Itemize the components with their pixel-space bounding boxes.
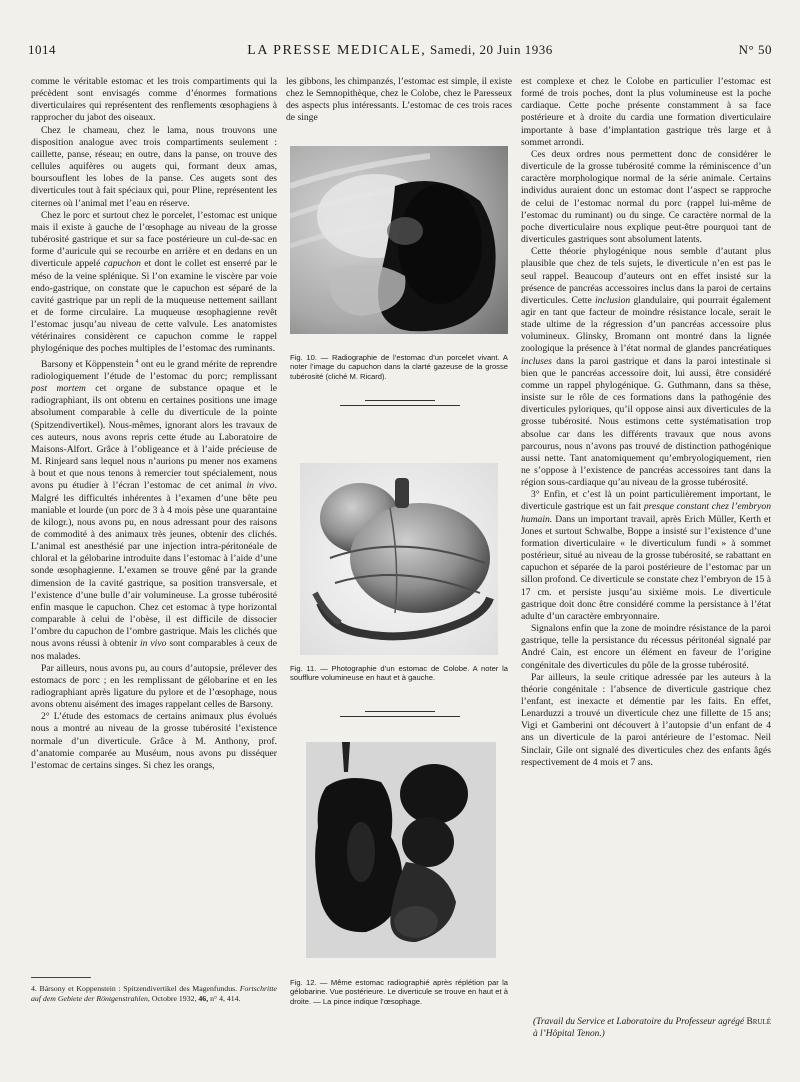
column-middle — [286, 76, 512, 125]
text-run: 3° Enfin, et c’est là un point particulièrement important, le diverticule gastrique est un fait — [521, 489, 771, 513]
paragraph: Par ailleurs, nous avons pu, au cours d’autopsie, prélever des estomacs de porc ; en les remplissant de gélobarine et en les radiographiant après ligature du pylore et de l’œsophage, nous avons obtenu aisément des images rappelant celles de Barsony. — [31, 662, 277, 711]
credit-text: (Travail du Service et Laboratoire du Professeur agrégé — [533, 1017, 745, 1027]
separator-rule — [365, 400, 435, 401]
emphasis: post mortem — [31, 383, 86, 395]
paragraph: Par ailleurs, la seule critique adressée par les auteurs à la théorie congénitale : l’absence de diverticule gastrique chez l’enfant, est inexacte et démentie par les faits. En effet, Lenarduzzi a trouvé un diverticule chez une fillette de 15 ans; Vigi et Gamberini ont découvert à l’autopsie d’un enfant de 4 ans un diverticule de la paroi antérieure de l’estomac. Neil Sinclair, Gile ont signalé des diverticules chez des enfants âgés respectivement de 4 mois et 7 ans. — [521, 671, 771, 768]
credit-name: Brulé — [746, 1017, 771, 1027]
figure-12-radiograph — [306, 742, 496, 958]
text-run: sont comparables à ceux de nos malades. — [31, 638, 277, 662]
paragraph — [31, 356, 277, 663]
footnote — [31, 984, 277, 1004]
text-run: dans la paroi gastrique et dans la paroi intestinale si bien que le pancréas accessoire doit, lui aussi, être considéré comme un rappel phylogénique. G. Guthmann, dans sa thèse, insiste sur le rôle de ces formations dans la pathogénie des diverticules pyloriques, qu’il oppose ainsi aux diverticules de la grosse tubérosité. Nous estimons cette systématisation trop absolue car dans les différents travaux que nous avons parcourus, nous n’avons pas trouvé de distinction pathogénique aussi nette. Tant anatomiquement qu’embryologiquement, rien ne s’oppose à l’existence de pancréas accessoires tant dans la région sous-cardiaque qu’au niveau de la grosse tubérosité. — [521, 355, 771, 489]
separator-rule — [340, 716, 460, 717]
separator-rule — [340, 405, 460, 406]
column-right — [521, 76, 771, 769]
footnote-text: 4. Bársony et Koppenstein : Spitzendivertikel des Magenfundus. — [31, 984, 238, 993]
issue-number: N° 50 — [738, 42, 772, 57]
paragraph: Ces deux ordres nous permettent donc de considérer le diverticule de la grosse tubérosité comme la réminiscence d’un caractère morphologique normal de la série animale. Certains individus auraient donc un estomac dont l’aspect se rapproche de celui de l’estomac normal du porc (rappel lui-même de l’estomac du ruminant) ou du singe. Ce caractère normal de la poche diverticulaire nous explique peut-être pourquoi tant de diverticules gastriques sont absolument latents. — [521, 148, 771, 246]
emphasis: presque constant chez l’embryon humain. — [521, 501, 771, 525]
text-run: Cette théorie phylogénique nous semble d’autant plus plausible que chez de tels sujets, le diverticule n’en est pas le seul rappel. Beaucoup d’auteurs ont en effet insisté sur la présence de pancréas accessoires inclus dans la paroi de certains diverticules. Cette — [521, 246, 771, 306]
credit-text: à l’Hôpital Tenon.) — [533, 1029, 605, 1039]
footnote-text: Octobre 1932, — [151, 994, 197, 1003]
stomach-photo-image — [300, 463, 498, 655]
emphasis: capuchon — [103, 258, 141, 270]
text-run: et dont le collet est enserré par le méso de la veine splénique. Si l’on examine le viscère par voie endo-gastrique, on constate que le capuchon est séparé de la cavité gastrique par un repli de la muqueuse nettement saillant et de forme circulaire. La muqueuse œsophagienne revêt l’estomac jusqu’au niveau de cette valvule. Les anatomistes vétérinaires considèrent ce capuchon comme le rappel phylogénique des poches multiples de l’estomac des ruminants. — [31, 258, 277, 355]
figure-10-caption: Fig. 10. — Radiographie de l’estomac d’un porcelet vivant. A noter l’image du capuchon dans la clarté gazeuse de la grosse tubérosité (cliché M. Ricard). — [290, 353, 508, 381]
emphasis: incluses — [521, 355, 552, 367]
paragraph: Signalons enfin que la zone de moindre résistance de la paroi gastrique, telle la persistance du récessus péritonéal signalé par André Cain, est encore un élément en faveur de l’origine congénitale des diverticules du pôle de la grosse tubérosité. — [521, 623, 771, 671]
text-run: glandulaire, qui pourrait également agir en tant que facteur de moindre résistance locale, serait le stade ultime de la régression d’un pancréas accessoire plus volumineux. Glinsky, Bromann ont montré dans la lignée zoologique la présence à l’état normal de glandes pancréatiques — [521, 294, 771, 355]
emphasis: inclusion — [595, 294, 631, 306]
credit-line — [533, 1016, 771, 1040]
journal-title: LA PRESSE MEDICALE, — [247, 43, 427, 58]
radiograph-image — [290, 146, 508, 334]
footnote-journal: Fortschritte auf dem Gebiete der Röntgenstrahlen, — [31, 984, 277, 1003]
footnote-separator — [31, 977, 91, 978]
text-run: ont eu le grand mérite de reprendre radiologiquement l’étude de l’estomac du porc; remplissant — [31, 358, 277, 382]
paragraph — [521, 246, 771, 489]
paragraph: est complexe et chez le Colobe en particulier l’estomac est formé de trois poches, dont la plus volumineuse est la poche cardiaque. Cette poche présente constamment à sa face postérieure et à droite du cardia une formation diverticulaire importante à base d’implantation gastrique très large et à sommet arrondi. — [521, 76, 771, 148]
issue-date: Samedi, 20 Juin 1936 — [430, 42, 553, 57]
emphasis: in vivo — [246, 480, 275, 492]
page-number: 1014 — [28, 42, 56, 57]
emphasis: in vivo — [140, 638, 167, 650]
figure-11-caption: Fig. 11. — Photographie d’un estomac de Colobe. A noter la soufflure volumineuse en haut et à gauche. — [290, 664, 508, 683]
paragraph — [521, 489, 771, 623]
text-run: . Malgré les difficultés inhérentes à l’examen d’une bête peu maniable et lourde (un porc de 3 à 4 mois pèse une quarantaine de kilogr.), nous avons pu, en nous adressant pour des raisons de commodité à des animaux très jeunes, obtenir des clichés. L’animal est anesthésié par une injection intra-péritonéale de chloral et la gélobarine introduite dans l’estomac à l’aide d’une sonde œsophagienne. L’examen se trouve gêné par la grande dimension de la cavité gastrique, sa position transversale, et l’existence d’une bulle d’air volumineuse. La grosse tubérosité enfin masque le capuchon. Chez cet estomac à type horizontal comparable à celui de l’obèse, il est difficile de dissocier l’ombre du capuchon de l’ombre gastrique. Mais les clichés que nous avons réussi à obtenir — [31, 480, 277, 650]
figure-11-photograph — [300, 463, 498, 655]
text-run: cet organe de substance opaque et le radiographiant, ils ont obtenu en certaines positions une image absolument comparable à celle du diverticule de la pointe (Spitzendivertikel). Nous-mêmes, ignorant alors les travaux de ces auteurs, nous avons repris cette étude au Laboratoire de Maisons-Alfort. Grâce à l’obligeance et à l’aide précieuse de M. Rinjeard sans lequel nous n’aurions pu mener nos examens à bout et que nous tenons à remercier tout spécialement, nous avons pu étudier à l’écran l’estomac de cet animal — [31, 383, 278, 492]
figure-10-radiograph — [290, 146, 508, 334]
paragraph: 2° L’étude des estomacs de certains animaux plus évolués nous a montré au niveau de la grosse tubérosité l’existence normale d’un diverticule. Grâce à M. Anthony, prof. d’anatomie comparée au Muséum, nous avons pu disséquer l’estomac de certains singes. Si chez les orangs, — [31, 711, 277, 771]
paragraph: les gibbons, les chimpanzés, l’estomac est simple, il existe chez le Semnopithèque, chez le Colobe, chez le Paresseux des aspects plus intéressants. L’estomac de ces trois races de singe — [286, 76, 512, 124]
paragraph: Chez le chameau, chez le lama, nous trouvons une disposition analogue avec trois compartiments seulement : caillette, panse, réseau; en outre, dans la panse, on trouve des cellules aquifères ou augets qui, formant deux amas, boursouflent les lobes de la panse. Ces augets sont des diverticules tout à fait spéciaux qui, pour Pline, représentent les citernes où l’animal met l’eau en réserve. — [31, 124, 277, 209]
footnote-text: n° 4, 414. — [210, 994, 241, 1003]
text-run: Barsony et Köppenstein — [41, 358, 134, 370]
footnote-ref: 4 — [135, 358, 139, 365]
paragraph — [31, 210, 277, 356]
journal-title-line — [28, 42, 772, 59]
figure-12-caption: Fig. 12. — Même estomac radiographié après réplétion par la gélobarine. Vue postérieure. Le diverticule se trouve en haut et à droite. — La pince indique l’œsophage. — [290, 978, 508, 1006]
page-header — [28, 42, 772, 62]
text-run: Dans un important travail, après Erich Müller, Kerth et Jones et surtout Schwalbe, Boppe a insisté sur l’existence d’une formation diverticulaire « le diverticulum fundi » à sommet postérieur, situé au niveau de la grosse tubérosité, se rabattant en capuchon et séparée de la paroi postérieure de l’estomac par un sillon profond. Ce diverticule se constate chez l’embryon de 15 à 17 cm. et persiste jusqu’au sixième mois. Le diverticule gastrique doit donc être considéré comme la persistance à l’état adulte d’un caractère embryonnaire. — [521, 513, 771, 622]
paragraph: comme le véritable estomac et les trois compartiments qui la précèdent sont envisagés comme d’énormes formations diverticulaires qui représentent des renflements œsophagiens à rapprocher du jabot des oiseaux. — [31, 76, 277, 124]
column-left — [31, 76, 277, 772]
footnote-volume: 46, — [198, 994, 209, 1003]
text-run: Chez le porc et surtout chez le porcelet, l’estomac est unique mais il existe à gauche de l’œsophage au niveau de la grosse tubérosité gastrique et sur sa face postérieure un cul-de-sac en forme d’auricule qui se recourbe en arrière et en dedans en un diverticule appelé — [31, 209, 277, 270]
separator-rule — [365, 711, 435, 712]
radiograph-image — [306, 742, 496, 958]
